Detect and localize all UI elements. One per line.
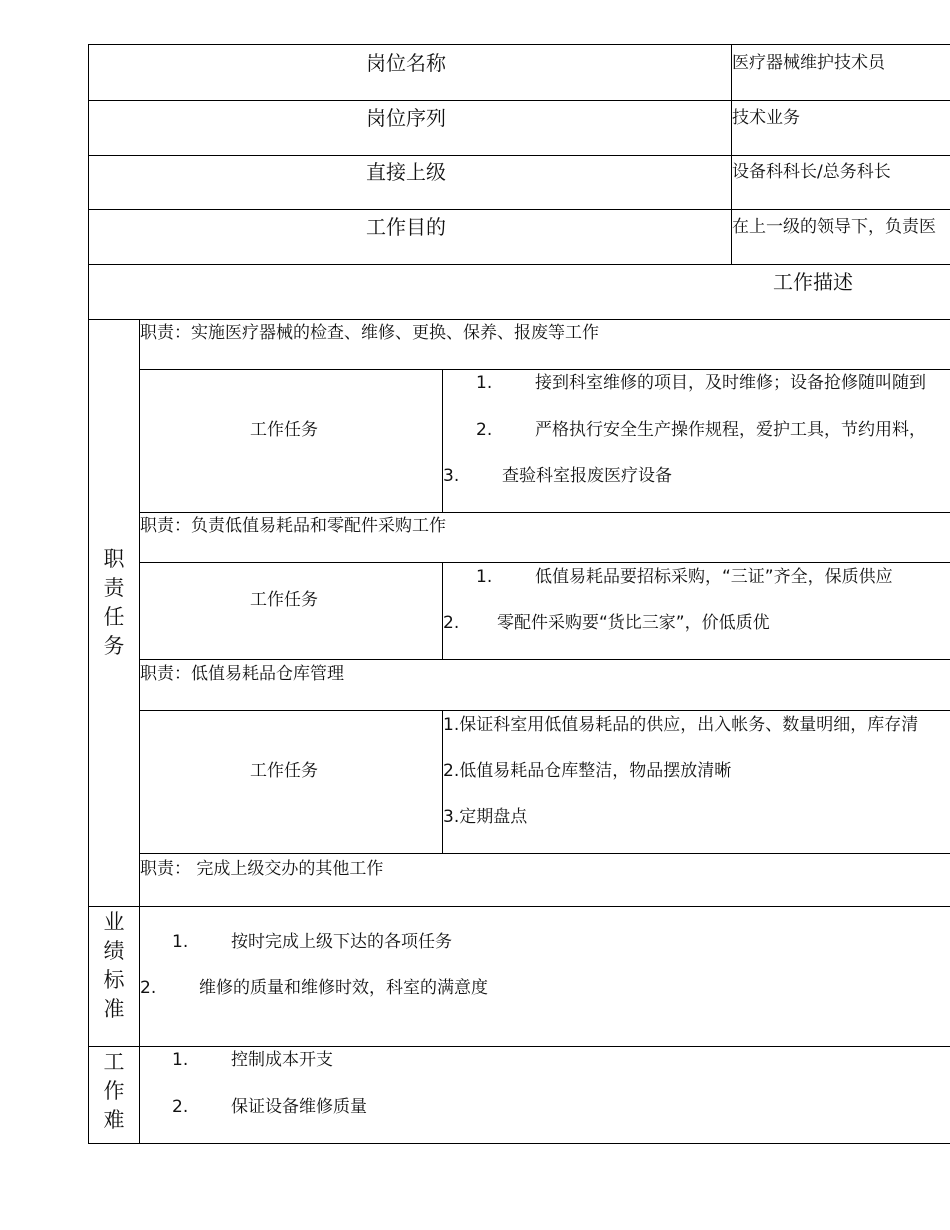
task-label: 工作任务 — [250, 761, 318, 781]
task-label: 工作任务 — [250, 590, 318, 610]
performance-text: 维修的质量和维修时效，科室的满意度 — [199, 978, 488, 998]
side-label-difficulty — [89, 1048, 139, 1135]
table-border-line — [88, 155, 950, 156]
task-number: 3. — [443, 466, 460, 486]
duty-title: 职责：负责低值易耗品和零配件采购工作 — [140, 516, 446, 536]
table-border-line — [88, 1046, 950, 1047]
side-label-char: 职 — [103, 547, 125, 571]
table-border-line — [139, 710, 950, 711]
section-title-work-description: 工作描述 — [773, 270, 853, 294]
table-border-line — [139, 369, 950, 370]
task-number: 2. — [443, 613, 460, 633]
side-label-char: 业 — [103, 910, 125, 934]
table-border-line — [442, 562, 443, 660]
performance-text: 按时完成上级下达的各项任务 — [231, 932, 452, 952]
duty-title-other: 职责： 完成上级交办的其他工作 — [140, 859, 384, 879]
side-label-char: 作 — [103, 1079, 125, 1103]
value-position-name: 医疗器械维护技术员 — [732, 53, 885, 73]
side-label-performance — [89, 908, 139, 1024]
table-border-line — [139, 659, 950, 660]
table-border-line — [139, 562, 950, 563]
performance-number: 1. — [172, 932, 189, 952]
performance-number: 2. — [140, 978, 157, 998]
task-number: 1. — [476, 373, 493, 393]
table-border-line — [88, 319, 950, 320]
side-label-char: 难 — [103, 1108, 125, 1132]
table-border-line — [442, 369, 443, 513]
side-label-char: 准 — [103, 997, 125, 1021]
task-number: 2. — [476, 420, 493, 440]
duty-title: 职责：低值易耗品仓库管理 — [140, 664, 344, 684]
table-border-line — [88, 209, 950, 210]
label-position-name: 岗位名称 — [366, 51, 446, 75]
task-text: 严格执行安全生产操作规程，爱护工具，节约用料， — [535, 420, 926, 440]
task-text: 查验科室报废医疗设备 — [502, 466, 672, 486]
label-position-sequence: 岗位序列 — [366, 106, 446, 130]
task-text: 低值易耗品要招标采购，“三证”齐全，保质供应 — [535, 567, 893, 587]
side-label-char: 工 — [103, 1050, 125, 1074]
task-text: 接到科室维修的项目，及时维修；设备抢修随叫随到 — [535, 373, 926, 393]
table-border-line — [139, 512, 950, 513]
task-number: 1. — [476, 567, 493, 587]
label-work-purpose: 工作目的 — [366, 215, 446, 239]
duty-title: 职责：实施医疗器械的检查、维修、更换、保养、报废等工作 — [140, 323, 599, 343]
table-border-line — [139, 319, 140, 1144]
side-label-char: 任 — [103, 605, 125, 629]
difficulty-text: 控制成本开支 — [231, 1050, 333, 1070]
side-label-char: 绩 — [103, 939, 125, 963]
label-direct-superior: 直接上级 — [366, 160, 446, 184]
table-border-line — [88, 100, 950, 101]
side-label-duties — [89, 545, 139, 661]
value-work-purpose: 在上一级的领导下，负责医 — [732, 217, 936, 237]
side-label-char: 责 — [103, 576, 125, 600]
table-border-line — [88, 44, 950, 45]
table-border-line — [88, 906, 950, 907]
task-label: 工作任务 — [250, 420, 318, 440]
task-text: 1.保证科室用低值易耗品的供应，出入帐务、数量明细，库存清 — [443, 715, 919, 735]
task-text: 零配件采购要“货比三家”，价低质优 — [497, 613, 770, 633]
difficulty-number: 2. — [172, 1097, 189, 1117]
difficulty-number: 1. — [172, 1050, 189, 1070]
task-text: 2.低值易耗品仓库整洁，物品摆放清晰 — [443, 761, 732, 781]
difficulty-text: 保证设备维修质量 — [231, 1097, 367, 1117]
task-text: 3.定期盘点 — [443, 807, 528, 827]
value-position-sequence: 技术业务 — [732, 108, 800, 128]
table-border-line — [88, 264, 950, 265]
side-label-char: 务 — [103, 634, 125, 658]
value-direct-superior: 设备科科长/总务科长 — [732, 162, 891, 182]
table-border-line — [139, 853, 950, 854]
table-border-line — [88, 1143, 950, 1144]
side-label-char: 标 — [103, 968, 125, 992]
